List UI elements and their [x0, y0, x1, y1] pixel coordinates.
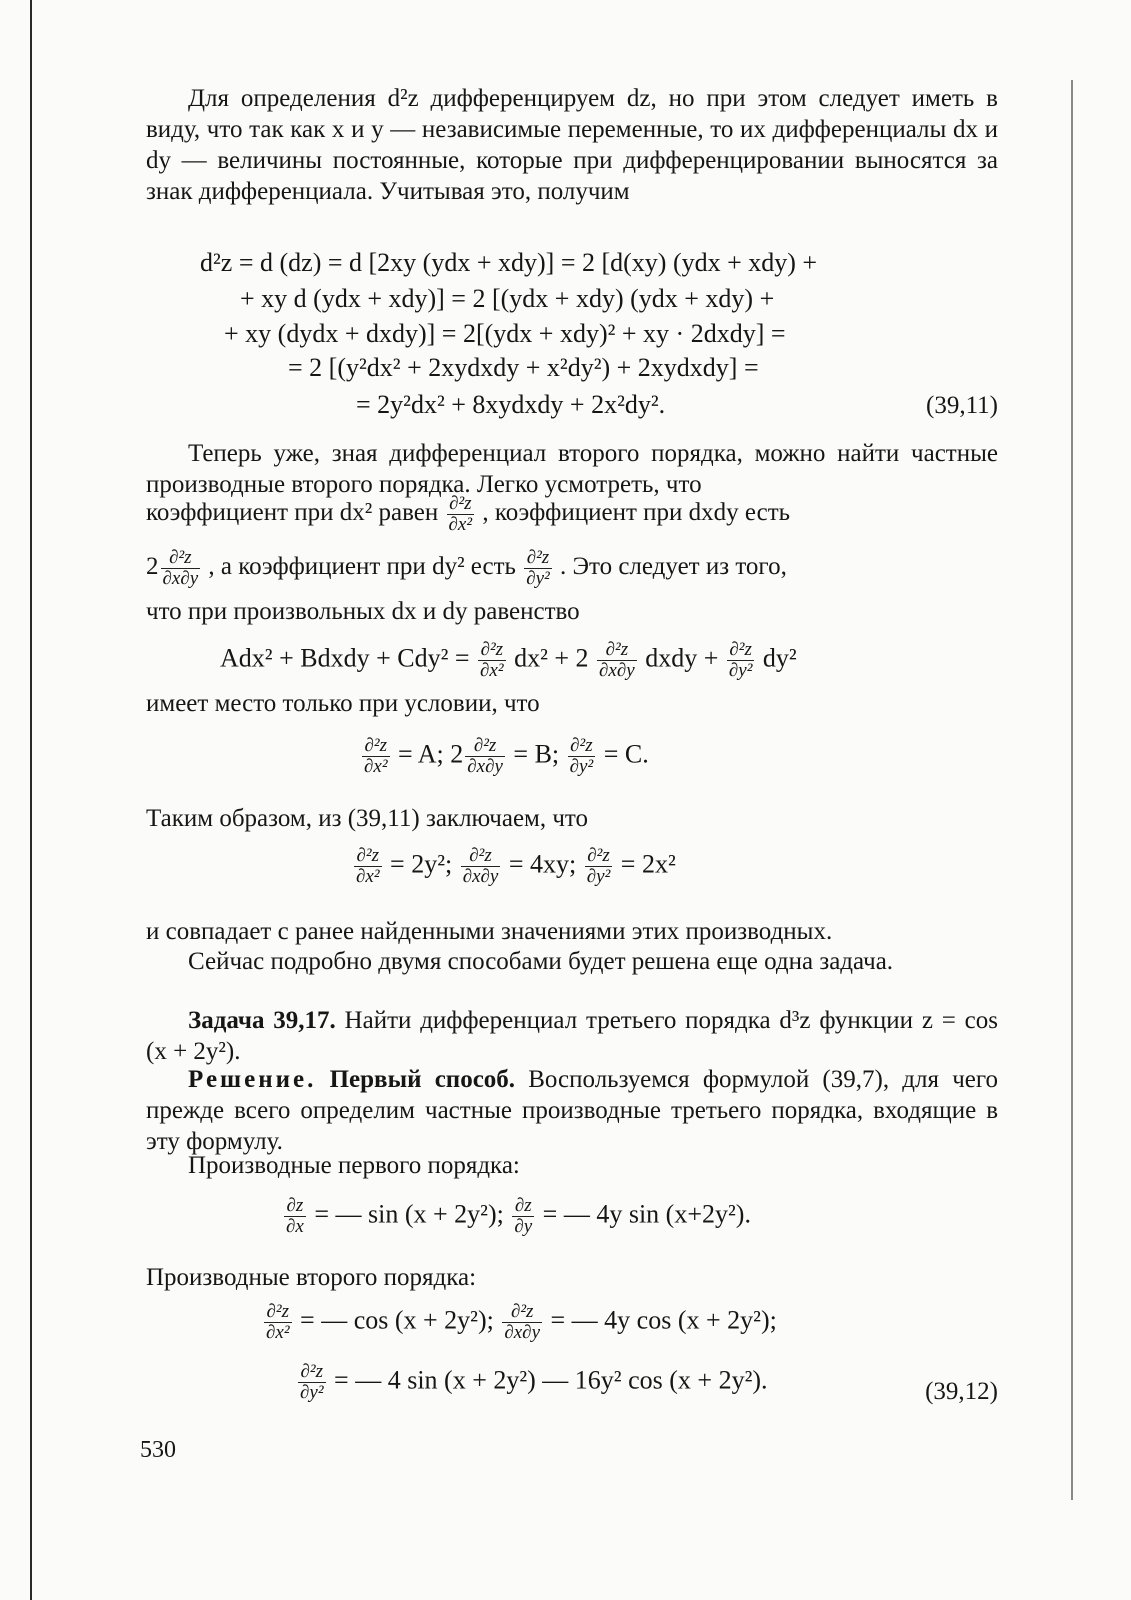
- fraction-numerator: ∂²z: [568, 736, 596, 757]
- fraction-d2z-dy2: [298, 1362, 326, 1403]
- equation-39-11-line-3: + xy (dydx + dxdy)] = 2[(ydx + xdy)² + xy · 2dxdy] =: [224, 319, 786, 348]
- fraction-d2z-dx2: [478, 640, 506, 681]
- text-fragment: , а коэффициент при dy² есть: [208, 553, 516, 581]
- fraction-denominator: ∂y²: [300, 1382, 324, 1403]
- fraction-d2z-dy2: [727, 640, 755, 681]
- paragraph-2-line-4: [146, 548, 787, 589]
- fraction-numerator: ∂²z: [465, 736, 505, 757]
- equation-number-39-12: (39,12): [925, 1378, 998, 1405]
- eq-part: = — 4y cos (x + 2y²);: [550, 1305, 777, 1335]
- paragraph-1: Для определения d²z дифференцируем dz, но при этом следует иметь в виду, что так как x и y — независимые переменные, то их дифференциалы dx и dy — величины постоянные, которые при дифференцировании выносятся за знак дифференциала. Учитывая это, получим: [146, 85, 998, 205]
- method-label: Первый способ.: [316, 1066, 516, 1093]
- problem-text: Найти дифференциал третьего порядка d³z функции z = cos (x + 2y²).: [146, 1007, 998, 1065]
- paragraph-2-line-5: что при произвольных dx и dy равенство: [146, 598, 580, 625]
- fraction-denominator: ∂y²: [526, 568, 550, 589]
- text-fragment: . Это следует из того,: [559, 553, 787, 581]
- paragraph-2-line-3: [146, 494, 790, 535]
- equation-39-11-line-4: = 2 [(y²dx² + 2xydxdy + x²dy²) + 2xydxdy] =: [288, 353, 759, 382]
- fraction-d2z-dxdy: [465, 736, 505, 777]
- problem-39-17: [146, 1005, 998, 1067]
- equation-39-11-line-1: d²z = d (dz) = d [2xy (ydx + xdy)] = 2 [d(xy) (ydx + xdy) +: [200, 248, 818, 277]
- fraction-denominator: ∂x²: [364, 756, 388, 777]
- fraction-denominator: ∂x∂y: [599, 660, 635, 681]
- page-number: 530: [140, 1437, 176, 1463]
- eq-part: dxdy +: [645, 643, 719, 673]
- paragraph-4: Таким образом, из (39,11) заключаем, что: [146, 805, 589, 832]
- eq-part: = C.: [603, 739, 649, 769]
- fraction-d2z-dy2: [524, 548, 552, 589]
- text-fragment: , коэффициент при dxdy есть: [482, 499, 791, 527]
- fraction-d2z-dxdy: [597, 640, 637, 681]
- solution-paragraph: [146, 1064, 998, 1157]
- eq-part: = 2y²;: [390, 849, 453, 879]
- fraction-denominator: ∂y²: [569, 756, 594, 777]
- fraction-numerator: ∂²z: [354, 846, 382, 867]
- equation-39-11-line-5: = 2y²dx² + 8xydxdy + 2x²dy².: [356, 390, 666, 419]
- paragraph-first-order: Производные первого порядка:: [188, 1152, 520, 1179]
- eq-part: = A; 2: [398, 739, 464, 769]
- fraction-dz-dx: [284, 1196, 306, 1237]
- paragraph-2: Теперь уже, зная дифференциал второго порядка, можно найти частные производные второго порядка. Легко усмотреть, что: [146, 440, 998, 498]
- fraction-numerator: ∂²z: [362, 736, 390, 757]
- fraction-dz-dy: [512, 1196, 534, 1237]
- fraction-numerator: ∂²z: [727, 640, 755, 661]
- fraction-numerator: ∂²z: [298, 1362, 326, 1383]
- equation-total-differential: [220, 640, 797, 681]
- fraction-d2z-dx2: [354, 846, 382, 887]
- eq-part: = 2x²: [620, 849, 676, 879]
- fraction-denominator: ∂x²: [480, 660, 504, 681]
- fraction-denominator: ∂y²: [728, 660, 753, 681]
- fraction-denominator: ∂x: [286, 1216, 304, 1237]
- equation-39-12-line-2: [296, 1362, 768, 1403]
- fraction-denominator: ∂x∂y: [467, 756, 503, 777]
- fraction-denominator: ∂x²: [356, 866, 380, 887]
- fraction-numerator: ∂z: [284, 1196, 306, 1217]
- text-fragment: коэффициент при dx² равен: [146, 499, 439, 527]
- equation-first-derivatives: [282, 1196, 751, 1237]
- left-margin-line: [30, 0, 32, 1600]
- eq-part: Adx² + Bdxdy + Cdy² =: [220, 643, 470, 673]
- fraction-denominator: ∂y: [514, 1216, 533, 1237]
- eq-part: = 4xy;: [508, 849, 577, 879]
- paragraph-second-order: Производные второго порядка:: [146, 1264, 477, 1291]
- eq-part: = — sin (x + 2y²);: [314, 1199, 504, 1229]
- solution-text: Воспользуемся формулой (39,7), для чего прежде всего определим частные производные третьего порядка, входящие в эту формулу.: [146, 1066, 998, 1155]
- eq-part: dx² + 2: [514, 643, 589, 673]
- fraction-d2z-dxdy: [502, 1302, 542, 1343]
- eq-part: = — 4y sin (x+2y²).: [542, 1199, 751, 1229]
- problem-label: Задача 39,17.: [188, 1007, 336, 1034]
- equation-39-12-line-1: [262, 1302, 777, 1343]
- fraction-d2z-dx2: [264, 1302, 292, 1343]
- equation-number-39-11: (39,11): [926, 392, 998, 419]
- right-margin-line: [1071, 80, 1073, 1500]
- fraction-numerator: ∂z: [512, 1196, 534, 1217]
- eq-part: = — 4 sin (x + 2y²) — 16y² cos (x + 2y²).: [334, 1365, 768, 1395]
- fraction-denominator: ∂y²: [586, 866, 611, 887]
- fraction-numerator: ∂²z: [585, 846, 613, 867]
- fraction-denominator: ∂x²: [448, 514, 473, 535]
- equation-39-11-line-2: + xy d (ydx + xdy)] = 2 [(ydx + xdy) (ydx + xdy) +: [240, 284, 775, 313]
- fraction-numerator: ∂²z: [161, 548, 201, 569]
- fraction-d2z-dxdy: [461, 846, 501, 887]
- fraction-numerator: ∂²z: [264, 1302, 292, 1323]
- fraction-d2z-dy2: [568, 736, 596, 777]
- equation-coefficients: [360, 736, 649, 777]
- text-fragment: 2: [146, 553, 159, 581]
- fraction-denominator: ∂x∂y: [462, 866, 499, 887]
- fraction-numerator: ∂²z: [447, 494, 475, 515]
- equation-second-derivatives: [352, 846, 676, 887]
- fraction-numerator: ∂²z: [478, 640, 506, 661]
- fraction-numerator: ∂²z: [502, 1302, 542, 1323]
- fraction-d2z-dx2: [447, 494, 475, 535]
- paragraph-3: имеет место только при условии, что: [146, 690, 540, 717]
- paragraph-6: Сейчас подробно двумя способами будет решена еще одна задача.: [188, 948, 894, 975]
- eq-part: = — cos (x + 2y²);: [300, 1305, 494, 1335]
- eq-part: = B;: [513, 739, 560, 769]
- eq-part: dy²: [762, 643, 797, 673]
- fraction-numerator: ∂²z: [461, 846, 501, 867]
- solution-label: Решение.: [188, 1066, 317, 1093]
- fraction-denominator: ∂x∂y: [162, 568, 199, 589]
- fraction-denominator: ∂x²: [266, 1322, 290, 1343]
- fraction-d2z-dxdy: [161, 548, 201, 589]
- fraction-denominator: ∂x∂y: [504, 1322, 541, 1343]
- paragraph-5: и совпадает с ранее найденными значениями этих производных.: [146, 918, 833, 945]
- fraction-d2z-dx2: [362, 736, 390, 777]
- fraction-d2z-dy2: [585, 846, 613, 887]
- fraction-numerator: ∂²z: [597, 640, 637, 661]
- fraction-numerator: ∂²z: [524, 548, 552, 569]
